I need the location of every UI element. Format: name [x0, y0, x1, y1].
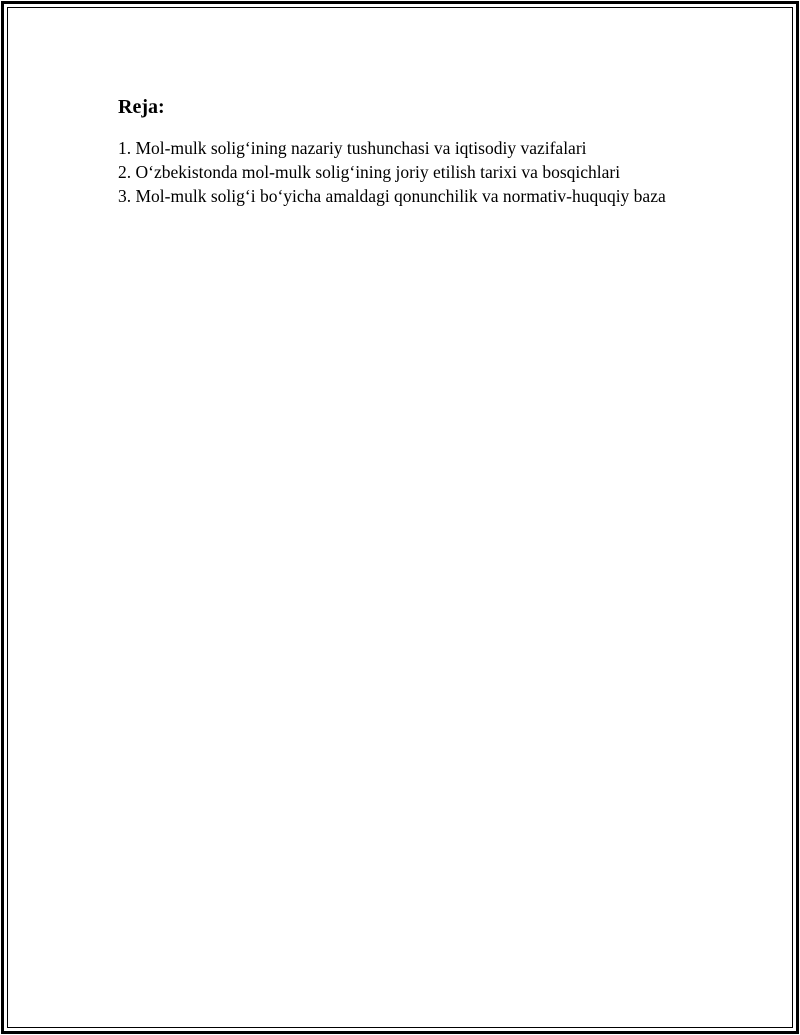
- plan-item-1: 1. Mol-mulk solig‘ining nazariy tushunchasi va iqtisodiy vazifalari: [118, 138, 587, 158]
- document-body: [118, 94, 678, 208]
- plan-heading: Reja:: [118, 96, 165, 118]
- plan-item-2: 2. O‘zbekistonda mol-mulk solig‘ining joriy etilish tarixi va bosqichlari: [118, 162, 621, 182]
- plan-item-3: 3. Mol-mulk solig‘i bo‘yicha amaldagi qonunchilik va normativ-huquqiy baza: [118, 186, 666, 206]
- plan-list: [118, 136, 678, 208]
